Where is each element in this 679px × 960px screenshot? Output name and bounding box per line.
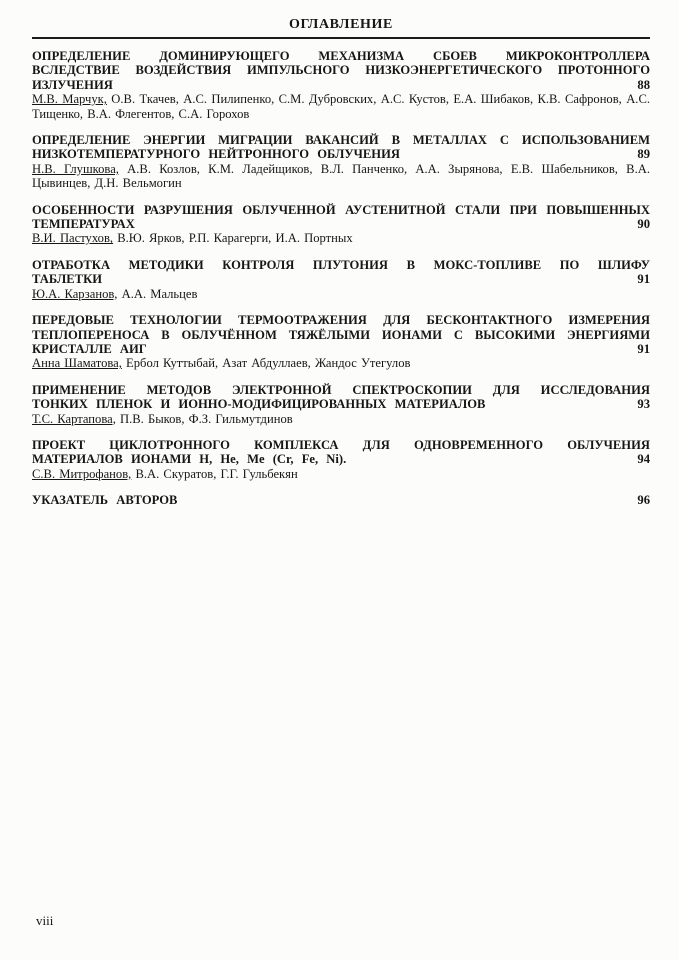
entry-page-number: 91 <box>637 272 650 287</box>
toc-entry <box>32 258 650 301</box>
entry-title-text: ОСОБЕННОСТИ РАЗРУШЕНИЯ ОБЛУЧЕННОЙ АУСТЕНИТНОЙ СТАЛИ ПРИ ПОВЫШЕННЫХ ТЕМПЕРАТУРАХ <box>32 202 650 232</box>
entry-other-authors: В.А. Скуратов, Г.Г. Гульбекян <box>131 466 298 481</box>
entry-first-author: М.В. Марчук, <box>32 92 107 107</box>
entry-page-number: 93 <box>637 397 650 412</box>
entry-title-text: ПРОЕКТ ЦИКЛОТРОННОГО КОМПЛЕКСА ДЛЯ ОДНОВРЕМЕННОГО ОБЛУЧЕНИЯ МАТЕРИАЛОВ ИОНАМИ H, He, Me (Cr, Fe, Ni). <box>32 437 650 467</box>
entry-title-text: ПРИМЕНЕНИЕ МЕТОДОВ ЭЛЕКТРОННОЙ СПЕКТРОСКОПИИ ДЛЯ ИССЛЕДОВАНИЯ ТОНКИХ ПЛЕНОК И ИОННО-МОДИФИЦИРОВАННЫХ МАТЕРИАЛОВ <box>32 382 650 412</box>
toc-heading: ОГЛАВЛЕНИЕ <box>289 17 393 32</box>
toc-entry-author-index <box>32 493 650 507</box>
document-page <box>32 0 650 520</box>
entry-other-authors: Ербол Куттыбай, Азат Абдуллаев, Жандос Утегулов <box>121 356 411 371</box>
entry-title-text: УКАЗАТЕЛЬ АВТОРОВ <box>32 493 178 508</box>
entry-first-author: Ю.А. Карзанов, <box>32 286 118 301</box>
entry-title-text: ОПРЕДЕЛЕНИЕ ЭНЕРГИИ МИГРАЦИИ ВАКАНСИЙ В МЕТАЛЛАХ С ИСПОЛЬЗОВАНИЕМ НИЗКОТЕМПЕРАТУРНОГО НЕЙТРОННОГО ОБЛУЧЕНИЯ <box>32 133 650 162</box>
entry-page-number: 96 <box>637 493 650 508</box>
toc-entry-list <box>32 49 650 508</box>
entry-first-author: С.В. Митрофанов, <box>32 466 132 481</box>
folio-page-number: viii <box>36 913 54 928</box>
entry-first-author: Т.С. Картапова, <box>32 411 116 426</box>
entry-title <box>32 438 650 467</box>
entry-page-number: 89 <box>637 147 650 162</box>
toc-entry <box>32 313 650 371</box>
entry-authors <box>32 162 650 191</box>
entry-authors <box>32 412 650 426</box>
entry-page-number: 94 <box>637 452 650 467</box>
entry-title <box>32 493 650 507</box>
entry-first-author: Н.В. Глушкова, <box>32 161 119 176</box>
toc-entry <box>32 49 650 121</box>
toc-entry <box>32 203 650 246</box>
entry-title <box>32 203 650 232</box>
entry-page-number: 90 <box>637 217 650 232</box>
entry-page-number: 91 <box>637 341 650 356</box>
toc-entry <box>32 438 650 481</box>
entry-title-text: ОПРЕДЕЛЕНИЕ ДОМИНИРУЮЩЕГО МЕХАНИЗМА СБОЕВ МИКРОКОНТРОЛЛЕРА ВСЛЕДСТВИЕ ВОЗДЕЙСТВИЯ ИМПУЛЬСНОГО НИЗКОЭНЕРГЕТИЧЕСКОГО ПРОТОННОГО ИЗЛУЧЕНИЯ <box>32 49 650 92</box>
entry-title-text: ОТРАБОТКА МЕТОДИКИ КОНТРОЛЯ ПЛУТОНИЯ В МОКС-ТОПЛИВЕ ПО ШЛИФУ ТАБЛЕТКИ <box>32 257 650 287</box>
entry-authors <box>32 467 650 481</box>
entry-other-authors: О.В. Ткачев, А.С. Пилипенко, С.М. Дубровских, А.С. Кустов, Е.А. Шибаков, К.В. Сафронов, А.С. Тищенко, В.А. Флегентов, С.А. Горохов <box>32 92 650 121</box>
toc-entry <box>32 133 650 191</box>
entry-title <box>32 383 650 412</box>
entry-authors <box>32 356 650 370</box>
entry-other-authors: А.В. Козлов, К.М. Ладейщиков, В.Л. Панченко, А.А. Зырянова, Е.В. Шабельников, В.А. Цывинцев, Д.Н. Вельмогин <box>32 161 650 191</box>
entry-other-authors: А.А. Мальцев <box>117 286 198 301</box>
entry-first-author: В.И. Пастухов, <box>32 231 114 246</box>
entry-authors <box>32 92 650 121</box>
toc-heading-rule <box>32 0 650 39</box>
entry-title <box>32 49 650 92</box>
entry-authors <box>32 287 650 301</box>
entry-other-authors: В.Ю. Ярков, Р.П. Карагерги, И.А. Портных <box>113 231 353 246</box>
entry-title <box>32 313 650 356</box>
entry-title <box>32 258 650 287</box>
entry-other-authors: П.В. Быков, Ф.З. Гильмутдинов <box>115 411 293 426</box>
entry-page-number: 88 <box>637 77 650 92</box>
entry-first-author: Анна Шаматова, <box>32 356 122 371</box>
entry-authors <box>32 231 650 245</box>
entry-title <box>32 133 650 162</box>
toc-entry <box>32 383 650 426</box>
entry-title-text: ПЕРЕДОВЫЕ ТЕХНОЛОГИИ ТЕРМООТРАЖЕНИЯ ДЛЯ БЕСКОНТАКТНОГО ИЗМЕРЕНИЯ ТЕПЛОПЕРЕНОСА В ОБЛУЧЁННОМ ТЯЖЁЛЫМИ ИОНАМИ С ВЫСОКИМИ ЭНЕРГИЯМИ КРИСТАЛЛЕ АИГ <box>32 313 650 356</box>
